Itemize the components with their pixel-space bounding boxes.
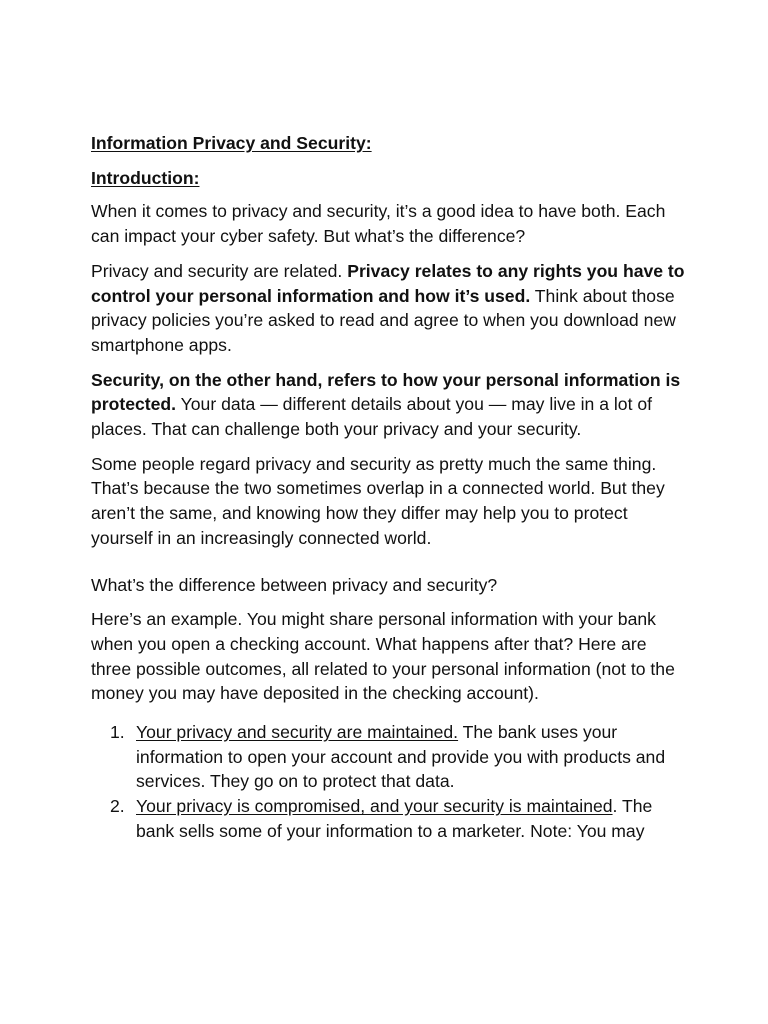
outcome-text: The bank uses your information to open your account and provide you with products and services. They go on to protect that data. bbox=[136, 722, 666, 792]
paragraph-security bbox=[91, 368, 691, 442]
outcome-underlined-text: Your privacy and security are maintained. bbox=[136, 722, 459, 743]
list-item bbox=[91, 794, 691, 843]
paragraph-difference-question: What’s the difference between privacy and security? bbox=[91, 574, 498, 595]
list-item bbox=[91, 720, 691, 794]
security-tail-text: Your data — different details about you — may live in a lot of places. That can challenge both your privacy and your security. bbox=[91, 394, 653, 440]
outcome-text: . The bank sells some of your information to a marketer. Note: You may bbox=[136, 796, 653, 841]
outcomes-list bbox=[91, 720, 691, 844]
paragraph-privacy bbox=[91, 259, 691, 358]
list-item-number: 1. bbox=[110, 722, 125, 743]
paragraph-example: Here’s an example. You might share personal information with your bank when you open a checking account. What happens after that? Here are three possible outcomes, all related to your personal information (not to the money you may have deposited in the checking account). bbox=[91, 609, 675, 704]
list-item-number: 2. bbox=[110, 796, 125, 817]
privacy-tail-text: Think about those privacy policies you’re asked to read and agree to when you download new smartphone apps. bbox=[91, 285, 676, 355]
introduction-heading: Introduction: bbox=[91, 167, 200, 188]
outcome-underlined-text: Your privacy is compromised, and your security is maintained bbox=[136, 796, 613, 817]
document-title: Information Privacy and Security: bbox=[91, 133, 372, 153]
privacy-definition-bold: Privacy relates to any rights you have to control your personal information and how it’s used. bbox=[91, 260, 685, 306]
security-definition-bold: Security, on the other hand, refers to how your personal information is protected. bbox=[91, 369, 681, 415]
document-body bbox=[91, 131, 691, 844]
paragraph-overlap: Some people regard privacy and security as pretty much the same thing. That’s because the two sometimes overlap in a connected world. But they aren’t the same, and knowing how they differ may help you to protect yourself in an increasingly connected world. bbox=[91, 453, 665, 548]
paragraph-intro: When it comes to privacy and security, it’s a good idea to have both. Each can impact your cyber safety. But what’s the difference? bbox=[91, 201, 666, 247]
privacy-lead-text: Privacy and security are related. bbox=[91, 260, 348, 281]
